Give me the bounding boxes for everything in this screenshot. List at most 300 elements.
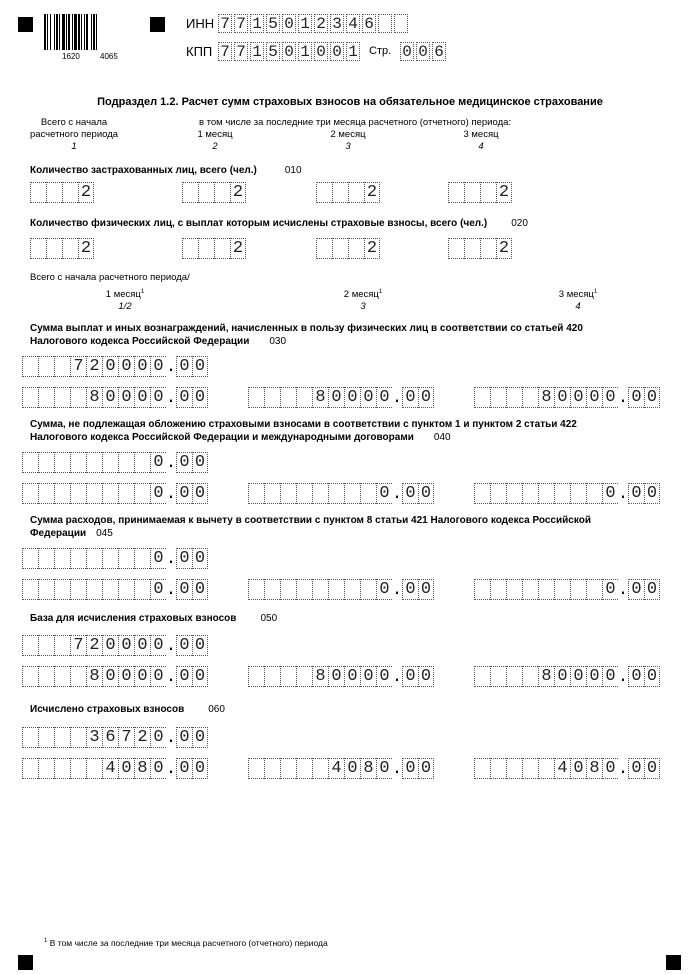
digit-cell[interactable] [332,238,348,259]
digit-cell[interactable] [448,238,464,259]
digit-cell[interactable] [490,387,506,408]
digit-cell[interactable] [394,14,408,33]
digit-cell[interactable]: 4 [102,758,118,779]
digit-cell[interactable]: 0 [118,758,134,779]
digit-cell[interactable]: 0 [102,387,118,408]
digit-cell[interactable] [22,635,38,656]
digit-cell[interactable]: 0 [150,666,166,687]
digit-cell[interactable] [554,483,570,504]
digit-cell[interactable]: 0 [418,387,434,408]
digit-cell[interactable] [62,238,78,259]
digit-cell[interactable]: 0 [282,14,296,33]
digit-cell[interactable] [38,483,54,504]
row-030-total-field[interactable] [22,356,208,377]
digit-cell[interactable]: 0 [602,579,618,600]
digit-cell[interactable]: 8 [538,387,554,408]
digit-cell[interactable]: 7 [218,14,232,33]
digit-cell[interactable] [70,548,86,569]
digit-cell[interactable]: 7 [70,635,86,656]
digit-cell[interactable]: 0 [150,387,166,408]
row-010-month3-cells[interactable] [448,182,512,203]
digit-cell[interactable] [360,483,376,504]
digit-cell[interactable]: 0 [330,42,344,61]
digit-cell[interactable] [54,356,70,377]
digit-cell[interactable] [70,483,86,504]
digit-cell[interactable]: 0 [644,483,660,504]
digit-cell[interactable]: 7 [234,14,248,33]
digit-cell[interactable] [280,666,296,687]
digit-cell[interactable]: 0 [176,758,192,779]
digit-cell[interactable]: 0 [344,758,360,779]
digit-cell[interactable] [464,238,480,259]
row-020-month1-cells[interactable] [182,238,246,259]
digit-cell[interactable]: 0 [554,666,570,687]
digit-cell[interactable] [86,483,102,504]
digit-cell[interactable]: 0 [570,666,586,687]
digit-cell[interactable]: 5 [266,14,280,33]
digit-cell[interactable] [316,238,332,259]
digit-cell[interactable]: 0 [376,758,392,779]
digit-cell[interactable]: 6 [102,727,118,748]
digit-cell[interactable] [22,452,38,473]
digit-cell[interactable] [296,579,312,600]
digit-cell[interactable]: 0 [192,452,208,473]
digit-cell[interactable] [296,666,312,687]
digit-cell[interactable]: 8 [312,666,328,687]
digit-cell[interactable]: 7 [118,727,134,748]
digit-cell[interactable] [38,635,54,656]
digit-cell[interactable]: 0 [376,666,392,687]
digit-cell[interactable] [22,758,38,779]
digit-cell[interactable] [22,666,38,687]
digit-cell[interactable] [30,238,46,259]
digit-cell[interactable] [490,758,506,779]
digit-cell[interactable]: 8 [538,666,554,687]
digit-cell[interactable]: 2 [86,356,102,377]
digit-cell[interactable] [198,182,214,203]
digit-cell[interactable] [248,387,264,408]
digit-cell[interactable] [70,452,86,473]
digit-cell[interactable] [70,579,86,600]
digit-cell[interactable]: 0 [176,483,192,504]
digit-cell[interactable]: 0 [416,42,430,61]
digit-cell[interactable] [102,483,118,504]
digit-cell[interactable]: 1 [250,14,264,33]
digit-cell[interactable] [22,548,38,569]
digit-cell[interactable] [586,483,602,504]
digit-cell[interactable]: 0 [176,387,192,408]
digit-cell[interactable] [62,182,78,203]
row-010-total-cells[interactable] [30,182,94,203]
digit-cell[interactable] [22,356,38,377]
digit-cell[interactable] [248,666,264,687]
digit-cell[interactable] [46,182,62,203]
row-050-month1-field[interactable] [22,666,208,687]
digit-cell[interactable] [538,579,554,600]
digit-cell[interactable] [22,483,38,504]
digit-cell[interactable]: 0 [628,666,644,687]
digit-cell[interactable] [474,387,490,408]
digit-cell[interactable]: 0 [628,579,644,600]
digit-cell[interactable]: 0 [150,356,166,377]
digit-cell[interactable] [464,182,480,203]
digit-cell[interactable] [248,758,264,779]
row-060-month1-field[interactable] [22,758,208,779]
digit-cell[interactable]: 0 [570,758,586,779]
digit-cell[interactable] [30,182,46,203]
row-050-month2-field[interactable] [248,666,434,687]
digit-cell[interactable] [54,452,70,473]
digit-cell[interactable] [22,727,38,748]
row-045-month3-field[interactable] [474,579,660,600]
digit-cell[interactable] [506,483,522,504]
digit-cell[interactable] [344,483,360,504]
digit-cell[interactable]: 0 [118,356,134,377]
digit-cell[interactable]: 0 [192,635,208,656]
digit-cell[interactable]: 0 [176,579,192,600]
digit-cell[interactable] [312,579,328,600]
digit-cell[interactable]: 1 [298,14,312,33]
row-050-month3-field[interactable] [474,666,660,687]
digit-cell[interactable] [38,579,54,600]
digit-cell[interactable]: 2 [364,238,380,259]
digit-cell[interactable]: 0 [418,579,434,600]
digit-cell[interactable] [348,182,364,203]
digit-cell[interactable] [46,238,62,259]
digit-cell[interactable]: 2 [314,14,328,33]
digit-cell[interactable]: 0 [628,387,644,408]
digit-cell[interactable] [480,182,496,203]
digit-cell[interactable] [54,635,70,656]
digit-cell[interactable] [474,758,490,779]
digit-cell[interactable] [280,483,296,504]
digit-cell[interactable] [328,483,344,504]
digit-cell[interactable] [102,548,118,569]
digit-cell[interactable] [182,238,198,259]
digit-cell[interactable] [118,579,134,600]
digit-cell[interactable] [54,758,70,779]
digit-cell[interactable] [522,666,538,687]
digit-cell[interactable] [378,14,392,33]
row-040-month1-field[interactable] [22,483,208,504]
row-045-month1-field[interactable] [22,579,208,600]
digit-cell[interactable] [38,666,54,687]
digit-cell[interactable] [474,666,490,687]
digit-cell[interactable]: 0 [150,548,166,569]
digit-cell[interactable]: 5 [266,42,280,61]
digit-cell[interactable] [70,666,86,687]
digit-cell[interactable] [344,579,360,600]
digit-cell[interactable]: 2 [496,238,512,259]
digit-cell[interactable]: 0 [602,483,618,504]
digit-cell[interactable] [54,548,70,569]
digit-cell[interactable]: 2 [230,182,246,203]
digit-cell[interactable] [296,387,312,408]
digit-cell[interactable] [312,483,328,504]
digit-cell[interactable]: 0 [176,548,192,569]
digit-cell[interactable]: 0 [402,758,418,779]
digit-cell[interactable]: 0 [150,579,166,600]
digit-cell[interactable]: 2 [134,727,150,748]
row-060-total-field[interactable] [22,727,208,748]
digit-cell[interactable]: 8 [86,387,102,408]
digit-cell[interactable]: 4 [328,758,344,779]
digit-cell[interactable]: 1 [346,42,360,61]
digit-cell[interactable]: 0 [150,727,166,748]
digit-cell[interactable]: 0 [418,666,434,687]
digit-cell[interactable] [38,548,54,569]
digit-cell[interactable] [102,452,118,473]
row-060-month2-field[interactable] [248,758,434,779]
digit-cell[interactable] [38,452,54,473]
digit-cell[interactable] [182,182,198,203]
digit-cell[interactable] [134,483,150,504]
digit-cell[interactable]: 0 [150,635,166,656]
digit-cell[interactable]: 0 [418,758,434,779]
digit-cell[interactable]: 6 [362,14,376,33]
digit-cell[interactable] [134,579,150,600]
digit-cell[interactable]: 0 [134,635,150,656]
digit-cell[interactable]: 0 [402,579,418,600]
digit-cell[interactable] [538,758,554,779]
row-060-month3-field[interactable] [474,758,660,779]
row-045-month2-field[interactable] [248,579,434,600]
digit-cell[interactable]: 4 [346,14,360,33]
digit-cell[interactable]: 0 [402,483,418,504]
digit-cell[interactable] [480,238,496,259]
digit-cell[interactable]: 0 [134,666,150,687]
digit-cell[interactable] [248,483,264,504]
digit-cell[interactable]: 8 [312,387,328,408]
digit-cell[interactable] [70,387,86,408]
digit-cell[interactable]: 4 [554,758,570,779]
digit-cell[interactable]: 0 [628,483,644,504]
digit-cell[interactable]: 0 [402,387,418,408]
digit-cell[interactable] [332,182,348,203]
digit-cell[interactable]: 0 [192,666,208,687]
digit-cell[interactable] [522,483,538,504]
digit-cell[interactable] [490,666,506,687]
digit-cell[interactable]: 0 [344,387,360,408]
digit-cell[interactable] [312,758,328,779]
digit-cell[interactable] [70,727,86,748]
digit-cell[interactable] [586,579,602,600]
digit-cell[interactable]: 0 [360,666,376,687]
digit-cell[interactable]: 0 [360,387,376,408]
digit-cell[interactable] [280,579,296,600]
digit-cell[interactable]: 2 [364,182,380,203]
digit-cell[interactable]: 0 [602,387,618,408]
digit-cell[interactable] [448,182,464,203]
digit-cell[interactable]: 8 [586,758,602,779]
digit-cell[interactable]: 0 [102,666,118,687]
digit-cell[interactable]: 8 [134,758,150,779]
digit-cell[interactable]: 0 [602,666,618,687]
digit-cell[interactable] [522,758,538,779]
digit-cell[interactable] [248,579,264,600]
row-040-total-field[interactable] [22,452,208,473]
digit-cell[interactable]: 8 [86,666,102,687]
digit-cell[interactable] [54,579,70,600]
digit-cell[interactable]: 3 [86,727,102,748]
digit-cell[interactable] [86,758,102,779]
row-040-month2-field[interactable] [248,483,434,504]
digit-cell[interactable]: 1 [250,42,264,61]
digit-cell[interactable]: 0 [176,452,192,473]
digit-cell[interactable] [134,548,150,569]
digit-cell[interactable]: 0 [344,666,360,687]
digit-cell[interactable]: 0 [192,387,208,408]
digit-cell[interactable]: 6 [432,42,446,61]
digit-cell[interactable]: 0 [644,758,660,779]
digit-cell[interactable] [348,238,364,259]
digit-cell[interactable] [328,579,344,600]
digit-cell[interactable]: 2 [230,238,246,259]
digit-cell[interactable]: 0 [192,727,208,748]
row-010-month2-cells[interactable] [316,182,380,203]
digit-cell[interactable]: 0 [192,579,208,600]
digit-cell[interactable]: 0 [118,635,134,656]
row-045-total-field[interactable] [22,548,208,569]
digit-cell[interactable]: 0 [570,387,586,408]
digit-cell[interactable] [54,727,70,748]
digit-cell[interactable] [38,758,54,779]
digit-cell[interactable] [198,238,214,259]
digit-cell[interactable] [474,483,490,504]
digit-cell[interactable] [506,666,522,687]
digit-cell[interactable] [38,727,54,748]
row-020-month2-cells[interactable] [316,238,380,259]
digit-cell[interactable] [296,483,312,504]
digit-cell[interactable]: 0 [644,579,660,600]
digit-cell[interactable]: 7 [70,356,86,377]
digit-cell[interactable] [490,579,506,600]
digit-cell[interactable]: 8 [360,758,376,779]
digit-cell[interactable] [570,483,586,504]
digit-cell[interactable] [118,452,134,473]
digit-cell[interactable] [38,356,54,377]
digit-cell[interactable]: 0 [644,666,660,687]
digit-cell[interactable] [54,387,70,408]
digit-cell[interactable]: 7 [218,42,232,61]
digit-cell[interactable] [554,579,570,600]
digit-cell[interactable]: 0 [176,635,192,656]
digit-cell[interactable]: 0 [314,42,328,61]
digit-cell[interactable]: 7 [234,42,248,61]
digit-cell[interactable] [522,387,538,408]
digit-cell[interactable] [86,548,102,569]
digit-cell[interactable]: 0 [192,548,208,569]
digit-cell[interactable]: 0 [328,666,344,687]
digit-cell[interactable] [522,579,538,600]
digit-cell[interactable]: 0 [150,758,166,779]
digit-cell[interactable] [54,666,70,687]
digit-cell[interactable] [296,758,312,779]
digit-cell[interactable]: 0 [150,452,166,473]
digit-cell[interactable] [118,548,134,569]
digit-cell[interactable]: 0 [628,758,644,779]
digit-cell[interactable] [264,483,280,504]
digit-cell[interactable] [54,483,70,504]
digit-cell[interactable]: 1 [298,42,312,61]
digit-cell[interactable]: 0 [102,635,118,656]
digit-cell[interactable]: 0 [282,42,296,61]
digit-cell[interactable]: 0 [400,42,414,61]
digit-cell[interactable] [506,579,522,600]
digit-cell[interactable] [506,387,522,408]
digit-cell[interactable]: 0 [102,356,118,377]
digit-cell[interactable]: 0 [554,387,570,408]
digit-cell[interactable]: 0 [586,387,602,408]
digit-cell[interactable]: 0 [118,387,134,408]
digit-cell[interactable] [264,387,280,408]
digit-cell[interactable]: 0 [176,666,192,687]
row-020-total-cells[interactable] [30,238,94,259]
digit-cell[interactable] [118,483,134,504]
digit-cell[interactable] [214,182,230,203]
digit-cell[interactable]: 2 [86,635,102,656]
digit-cell[interactable] [316,182,332,203]
digit-cell[interactable]: 0 [176,727,192,748]
digit-cell[interactable]: 0 [192,758,208,779]
digit-cell[interactable] [490,483,506,504]
digit-cell[interactable] [506,758,522,779]
digit-cell[interactable] [22,387,38,408]
digit-cell[interactable] [474,579,490,600]
row-010-month1-cells[interactable] [182,182,246,203]
digit-cell[interactable] [264,579,280,600]
row-030-month3-field[interactable] [474,387,660,408]
digit-cell[interactable] [280,758,296,779]
digit-cell[interactable]: 0 [192,356,208,377]
digit-cell[interactable]: 0 [118,666,134,687]
digit-cell[interactable]: 0 [176,356,192,377]
digit-cell[interactable] [280,387,296,408]
digit-cell[interactable]: 0 [586,666,602,687]
digit-cell[interactable]: 3 [330,14,344,33]
digit-cell[interactable] [86,452,102,473]
digit-cell[interactable]: 0 [192,483,208,504]
digit-cell[interactable] [70,758,86,779]
row-030-month2-field[interactable] [248,387,434,408]
digit-cell[interactable]: 0 [402,666,418,687]
digit-cell[interactable] [360,579,376,600]
digit-cell[interactable]: 2 [78,238,94,259]
digit-cell[interactable]: 0 [376,579,392,600]
digit-cell[interactable] [86,579,102,600]
digit-cell[interactable]: 0 [418,483,434,504]
digit-cell[interactable]: 0 [328,387,344,408]
digit-cell[interactable] [214,238,230,259]
row-040-month3-field[interactable] [474,483,660,504]
digit-cell[interactable]: 0 [134,356,150,377]
digit-cell[interactable]: 0 [376,483,392,504]
row-050-total-field[interactable] [22,635,208,656]
digit-cell[interactable]: 0 [134,387,150,408]
digit-cell[interactable] [38,387,54,408]
digit-cell[interactable] [570,579,586,600]
digit-cell[interactable] [264,666,280,687]
digit-cell[interactable]: 0 [644,387,660,408]
row-030-month1-field[interactable] [22,387,208,408]
row-020-month3-cells[interactable] [448,238,512,259]
digit-cell[interactable] [264,758,280,779]
digit-cell[interactable]: 2 [496,182,512,203]
digit-cell[interactable] [538,483,554,504]
digit-cell[interactable] [134,452,150,473]
digit-cell[interactable]: 0 [150,483,166,504]
digit-cell[interactable]: 0 [376,387,392,408]
